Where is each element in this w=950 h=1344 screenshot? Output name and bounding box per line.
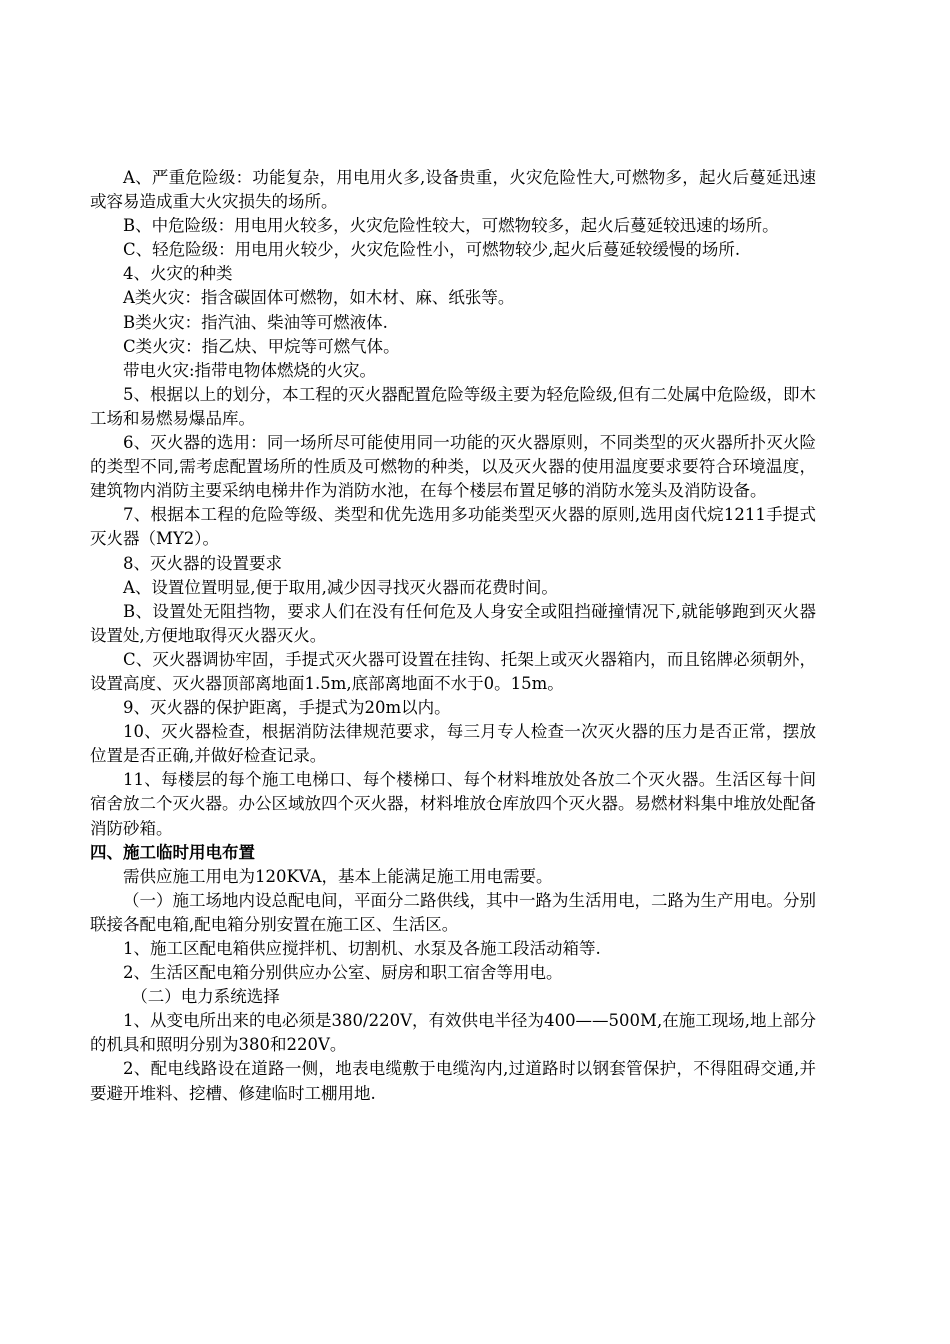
paragraph-extinguisher-distribution: 11、每楼层的每个施工电梯口、每个楼梯口、每个材料堆放处各放二个灭火器。生活区每十间宿舍放二个灭火器。办公区域放四个灭火器，材料堆放仓库放四个灭火器。易燃材料集中堆放处配备消防砂箱。	[90, 770, 816, 838]
paragraph-power-demand: 需供应施工用电为120KVA，基本上能满足施工用电需要。	[123, 866, 553, 886]
paragraph-placement-a: A、设置位置明显,便于取用,减少因寻找灭火器而花费时间。	[123, 577, 558, 597]
paragraph-placement-b: B、设置处无阻挡物，要求人们在没有任何危及人身安全或阻挡碰撞情况下,就能够跑到灭火器设置处,方便地取得灭火器灭火。	[90, 601, 816, 645]
paragraph-wiring-route: 2、配电线路设在道路一侧，地表电缆敷于电缆沟内,过道路时以钢套管保护，不得阻碍交通,并要避开堆料、挖槽、修建临时工棚用地.	[90, 1059, 816, 1103]
section-heading-temporary-power: 四、施工临时用电布置	[90, 842, 255, 862]
paragraph-hazard-classification: 5、根据以上的划分，本工程的灭火器配置危险等级主要为轻危险级,但有二处属中危险级，即木工场和易燃易爆品库。	[90, 384, 816, 428]
paragraph-extinguisher-inspection: 10、灭火器检查，根据消防法律规范要求，每三月专人检查一次灭火器的压力是否正常，摆放位置是否正确,并做好检查记录。	[90, 722, 816, 766]
paragraph-extinguisher-type: 7、根据本工程的危险等级、类型和优先选用多功能类型灭火器的原则,选用卤代烷1211手提式灭火器（MY2）。	[90, 505, 816, 549]
paragraph-power-system-title: （二）电力系统选择	[131, 987, 280, 1007]
paragraph-placement-requirements-title: 8、灭火器的设置要求	[123, 553, 282, 573]
paragraph-severe-hazard: A、严重危险级：功能复杂，用电用火多,设备贵重，火灾危险性大,可燃物多，起火后蔓延迅速或容易造成重大火灾损失的场所。	[90, 168, 816, 212]
paragraph-fire-class-b: B类火灾：指汽油、柴油等可燃液体.	[123, 312, 388, 332]
document-page	[90, 166, 816, 1106]
paragraph-medium-hazard: B、中危险级：用电用火较多，火灾危险性较大，可燃物较多，起火后蔓延较迅速的场所。	[123, 216, 779, 236]
paragraph-protection-distance: 9、灭火器的保护距离，手提式为20m以内。	[123, 698, 451, 718]
paragraph-distribution-room: （一）施工场地内设总配电间，平面分二路供线，其中一路为生活用电，二路为生产用电。分别联接各配电箱,配电箱分别安置在施工区、生活区。	[90, 890, 816, 934]
paragraph-voltage-supply: 1、从变电所出来的电必须是380/220V，有效供电半径为400——500M,在施工现场,地上部分的机具和照明分别为380和220V。	[90, 1011, 816, 1055]
paragraph-light-hazard: C、轻危险级：用电用火较少，火灾危险性小，可燃物较少,起火后蔓延较缓慢的场所.	[123, 240, 741, 260]
paragraph-fire-types-title: 4、火灾的种类	[123, 264, 233, 284]
paragraph-construction-box: 1、施工区配电箱供应搅拌机、切割机、水泵及各施工段活动箱等.	[123, 939, 601, 958]
paragraph-fire-class-a: A类火灾：指含碳固体可燃物，如木材、麻、纸张等。	[123, 288, 515, 308]
paragraph-extinguisher-selection: 6、灭火器的选用：同一场所尽可能使用同一功能的灭火器原则，不同类型的灭火器所扑灭火险的类型不同,需考虑配置场所的性质及可燃物的种类，以及灭火器的使用温度要求要符合环境温度，建筑物内消防主要采纳电梯井作为消防水池，在每个楼层布置足够的消防水笼头及消防设备。	[90, 433, 816, 501]
paragraph-living-box: 2、生活区配电箱分别供应办公室、厨房和职工宿舍等用电。	[123, 963, 563, 983]
paragraph-fire-class-c: C类火灾：指乙炔、甲烷等可燃气体。	[123, 336, 400, 356]
paragraph-placement-c: C、灭火器调协牢固，手提式灭火器可设置在挂钩、托架上或灭火器箱内，而且铭牌必须朝外，设置高度、灭火器顶部离地面1.5m,底部离地面不水于0。15m。	[90, 649, 816, 693]
paragraph-electrical-fire: 带电火灾:指带电物体燃烧的火灾。	[123, 360, 377, 380]
